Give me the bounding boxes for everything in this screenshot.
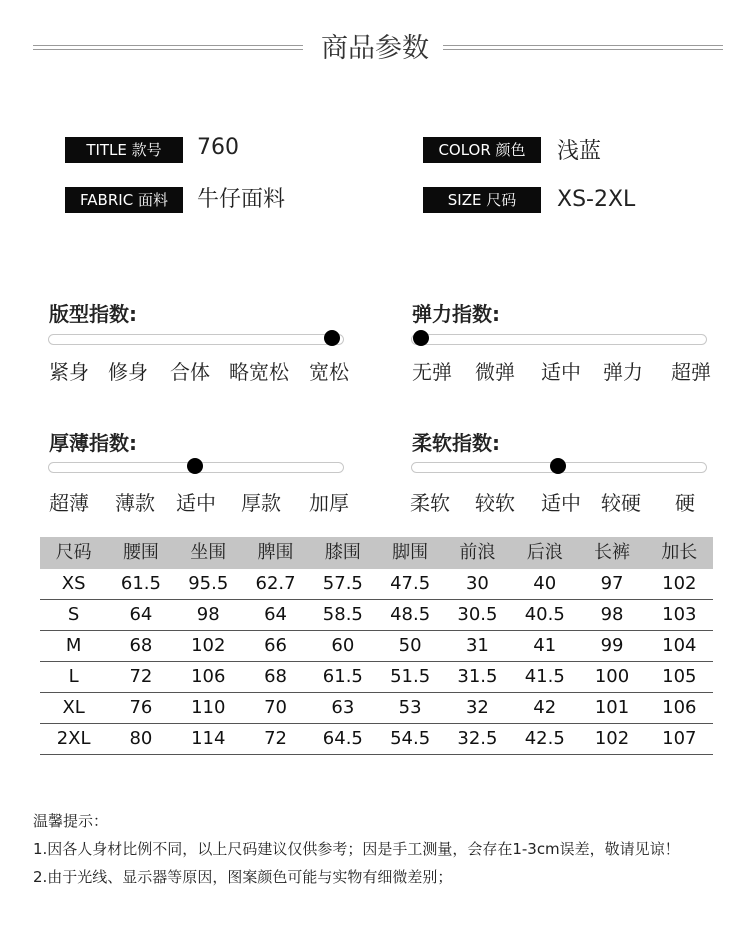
table-cell: 66 [264,635,287,656]
softness-index-label: 柔软 [410,491,450,515]
table-cell: 41.5 [524,666,565,687]
table-row [40,662,713,693]
table-cell: 54.5 [390,728,431,749]
table-cell: 62.7 [255,573,296,594]
table-row [40,569,713,600]
size-tag: SIZE 尺码 [423,187,541,213]
notes-line-2: 2.由于光线、显示器等原因，图案颜色可能与实物有细微差别； [33,868,453,886]
table-cell: 98 [600,604,624,625]
table-cell: 114 [191,728,226,749]
softness-index-label: 较硬 [601,491,641,515]
fit-index-track [48,334,344,345]
fit-index-label: 合体 [170,360,210,384]
fabric-tag: FABRIC 面料 [65,187,183,213]
size-table [40,537,713,755]
stretch-index-label: 弹力 [603,360,643,384]
table-cell: 105 [662,666,697,687]
softness-index-label: 适中 [541,491,581,515]
color-value: 浅蓝 [557,139,602,164]
table-cell: 102 [594,728,630,749]
table-cell: 51.5 [390,666,431,687]
table-cell: 57.5 [322,573,363,594]
thickness-index-label: 薄款 [115,491,155,515]
page-title: 商品参数 [321,33,429,64]
table-cell: 47.5 [390,573,431,594]
table-cell: 32 [465,697,489,718]
table-cell: XL [62,697,85,718]
table-cell: 95.5 [188,573,229,594]
table-cell: 32.5 [457,728,498,749]
table-cell: 104 [662,635,697,656]
table-cell: 101 [594,697,630,718]
softness-index-label: 硬 [675,491,695,515]
header-cell: 尺码 [55,542,92,563]
header-cell: 长裤 [594,542,631,563]
table-cell: 64 [129,604,153,625]
table-cell: 30 [465,573,489,594]
table-cell: 70 [264,697,287,718]
header-cell: 腰围 [122,542,159,563]
stretch-index-label: 超弹 [671,360,711,384]
header-cell: 后浪 [526,542,563,563]
softness-index-marker [550,458,566,474]
table-cell: 80 [129,728,153,749]
table-cell: 76 [129,697,153,718]
table-cell: 60 [331,635,355,656]
table-cell: 40.5 [524,604,565,625]
fabric-value: 牛仔面料 [197,187,286,212]
table-cell: 97 [600,573,624,594]
table-cell: 100 [594,666,630,687]
stretch-index-track [411,334,707,345]
notes-heading: 温馨提示： [33,812,109,830]
table-cell: 72 [129,666,153,687]
table-cell: 40 [533,573,557,594]
table-cell: 61.5 [120,573,161,594]
table-cell: 68 [129,635,153,656]
table-cell: 30.5 [457,604,498,625]
fit-index-label: 修身 [108,360,148,384]
table-cell: 61.5 [322,666,363,687]
header-cell: 前浪 [459,542,496,563]
table-cell: 42 [533,697,557,718]
table-cell: 53 [398,697,422,718]
table-row [40,693,713,724]
table-cell: 102 [191,635,226,656]
table-cell: 72 [264,728,287,749]
table-cell: 31 [465,635,489,656]
stretch-index-marker [413,330,429,346]
header-cell: 脚围 [392,542,429,563]
table-cell: XS [61,573,86,594]
title-value: 760 [197,135,239,160]
table-cell: 107 [662,728,697,749]
table-cell: 110 [191,697,226,718]
stretch-index-title: 弹力指数: [412,302,500,326]
thickness-index-label: 加厚 [309,491,349,515]
table-row [40,600,713,631]
header-cell: 脾围 [257,542,294,563]
fit-index-label: 略宽松 [229,360,289,384]
softness-index-label: 较软 [475,491,515,515]
thickness-index-title: 厚薄指数: [49,431,137,455]
table-cell: 99 [600,635,624,656]
table-cell: 103 [662,604,697,625]
table-cell: 2XL [56,728,91,749]
thickness-index-label: 超薄 [49,491,89,515]
table-cell: 106 [662,697,697,718]
table-cell: 31.5 [457,666,498,687]
table-cell: 68 [264,666,287,687]
header-cell: 膝围 [324,542,361,563]
table-cell: 58.5 [322,604,363,625]
table-cell: 41 [533,635,557,656]
table-cell: 64.5 [322,728,363,749]
header-cell: 加长 [661,542,698,563]
fit-index-title: 版型指数: [49,302,137,326]
table-cell: 63 [331,697,355,718]
notes-line-1: 1.因各人身材比例不同，以上尺码建议仅供参考；因是手工测量，会存在1-3cm误差，敬请见谅！ [33,840,680,858]
size-value: XS-2XL [557,187,636,212]
fit-index-label: 紧身 [49,360,89,384]
table-cell: 48.5 [390,604,431,625]
table-cell: 64 [264,604,287,625]
fit-index-marker [324,330,340,346]
table-cell: 102 [662,573,697,594]
header-divider-right [443,45,723,50]
stretch-index-label: 无弹 [412,360,452,384]
table-cell: 98 [196,604,220,625]
table-cell: 42.5 [524,728,565,749]
table-cell: 50 [398,635,422,656]
softness-index-title: 柔软指数: [412,431,500,455]
table-cell: 106 [191,666,226,687]
table-cell: M [65,635,82,656]
thickness-index-marker [187,458,203,474]
table-cell: S [67,604,80,625]
size-table-header [40,537,713,569]
stretch-index-label: 微弹 [475,360,515,384]
header-divider-left [33,45,303,50]
thickness-index-label: 厚款 [241,491,281,515]
table-row [40,631,713,662]
stretch-index-label: 适中 [541,360,581,384]
color-tag: COLOR 颜色 [423,137,541,163]
header-cell: 坐围 [190,542,227,563]
thickness-index-label: 适中 [176,491,216,515]
table-cell: L [68,666,79,687]
fit-index-label: 宽松 [309,360,349,384]
table-row [40,724,713,755]
title-tag: TITLE 款号 [65,137,183,163]
